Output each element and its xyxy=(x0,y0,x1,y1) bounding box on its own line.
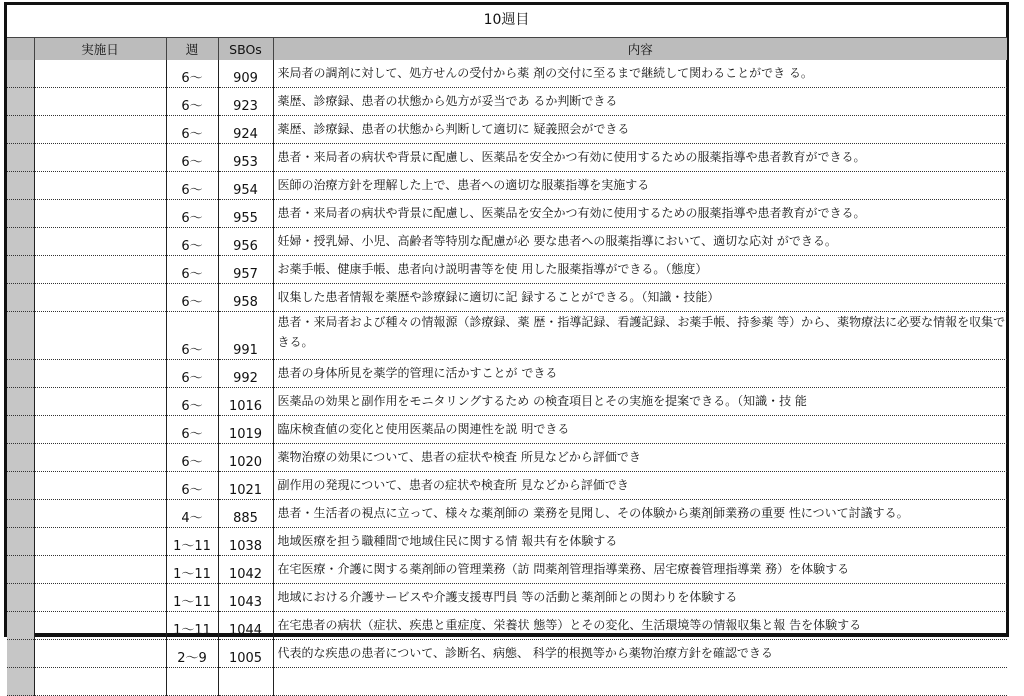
row-marker-cell[interactable] xyxy=(7,144,34,172)
sbo-cell: 885 xyxy=(218,500,273,528)
row-marker-cell[interactable] xyxy=(7,284,34,312)
date-cell[interactable] xyxy=(34,668,166,696)
content-cell: 医師の治療方針を理解した上で、患者への適切な服薬指導を実施する xyxy=(273,172,1007,200)
row-marker-cell[interactable] xyxy=(7,444,34,472)
date-cell[interactable] xyxy=(34,256,166,284)
week-cell: 1〜11 xyxy=(166,556,218,584)
date-cell[interactable] xyxy=(34,200,166,228)
table-row xyxy=(7,556,1007,584)
date-cell[interactable] xyxy=(34,284,166,312)
sbo-cell: 923 xyxy=(218,88,273,116)
table-row xyxy=(7,500,1007,528)
sbo-cell: 909 xyxy=(218,60,273,88)
content-cell xyxy=(273,668,1007,696)
date-cell[interactable] xyxy=(34,172,166,200)
sbo-cell: 1016 xyxy=(218,388,273,416)
content-cell: 妊婦・授乳婦、小児、高齢者等特別な配慮が必 要な患者への服薬指導において、適切な応対 ができる。 xyxy=(273,228,1007,256)
week-cell: 6〜 xyxy=(166,360,218,388)
week-cell: 6〜 xyxy=(166,228,218,256)
table-row xyxy=(7,228,1007,256)
date-cell[interactable] xyxy=(34,60,166,88)
week-cell: 6〜 xyxy=(166,60,218,88)
content-cell: 患者・来局者の病状や背景に配慮し、医薬品を安全かつ有効に使用するための服薬指導や患者教育ができる。 xyxy=(273,200,1007,228)
row-marker-cell[interactable] xyxy=(7,640,34,668)
table-row xyxy=(7,172,1007,200)
week-cell: 1〜11 xyxy=(166,584,218,612)
date-column-header: 実施日 xyxy=(34,38,166,61)
date-cell[interactable] xyxy=(34,228,166,256)
date-cell[interactable] xyxy=(34,388,166,416)
week-cell: 6〜 xyxy=(166,256,218,284)
week-cell: 6〜 xyxy=(166,116,218,144)
week-cell: 6〜 xyxy=(166,472,218,500)
week-cell: 6〜 xyxy=(166,144,218,172)
row-marker-cell[interactable] xyxy=(7,228,34,256)
table-row xyxy=(7,668,1007,696)
content-cell: 医薬品の効果と副作用をモニタリングするため の検査項目とその実施を提案できる。（知識・技 能 xyxy=(273,388,1007,416)
sbo-cell: 1005 xyxy=(218,640,273,668)
row-marker-cell[interactable] xyxy=(7,360,34,388)
row-marker-cell[interactable] xyxy=(7,612,34,640)
row-marker-cell[interactable] xyxy=(7,416,34,444)
week-cell: 6〜 xyxy=(166,284,218,312)
week-cell: 1〜11 xyxy=(166,528,218,556)
content-cell: 患者の身体所見を薬学的管理に活かすことが できる xyxy=(273,360,1007,388)
table-row xyxy=(7,612,1007,640)
schedule-sheet xyxy=(4,2,1009,666)
content-cell: 在宅医療・介護に関する薬剤師の管理業務（訪 問薬剤管理指導業務、居宅療養管理指導業 務）を体験する xyxy=(273,556,1007,584)
sbo-cell: 954 xyxy=(218,172,273,200)
sbo-cell: 956 xyxy=(218,228,273,256)
table-row xyxy=(7,256,1007,284)
row-marker-cell[interactable] xyxy=(7,256,34,284)
table-row xyxy=(7,472,1007,500)
sbo-cell: 924 xyxy=(218,116,273,144)
sbo-cell: 1019 xyxy=(218,416,273,444)
row-marker-cell[interactable] xyxy=(7,528,34,556)
content-cell: 患者・来局者の病状や背景に配慮し、医薬品を安全かつ有効に使用するための服薬指導や患者教育ができる。 xyxy=(273,144,1007,172)
sbo-cell: 1038 xyxy=(218,528,273,556)
sheet-title: 10週目 xyxy=(483,12,530,28)
date-cell[interactable] xyxy=(34,500,166,528)
row-marker-cell[interactable] xyxy=(7,500,34,528)
content-cell: 収集した患者情報を薬歴や診療録に適切に記 録することができる。（知識・技能） xyxy=(273,284,1007,312)
week-column-header: 週 xyxy=(166,38,218,61)
table-row xyxy=(7,640,1007,668)
sbo-cell: 1020 xyxy=(218,444,273,472)
row-marker-cell[interactable] xyxy=(7,584,34,612)
table-row xyxy=(7,416,1007,444)
sbo-cell: 1042 xyxy=(218,556,273,584)
content-column-header: 内容 xyxy=(273,38,1007,61)
row-marker-cell[interactable] xyxy=(7,200,34,228)
date-cell[interactable] xyxy=(34,416,166,444)
sbo-cell: 955 xyxy=(218,200,273,228)
sbo-cell: 1044 xyxy=(218,612,273,640)
date-cell[interactable] xyxy=(34,528,166,556)
week-cell: 1〜11 xyxy=(166,612,218,640)
sbo-cell xyxy=(218,668,273,696)
date-cell[interactable] xyxy=(34,444,166,472)
week-cell xyxy=(166,668,218,696)
content-cell: 代表的な疾患の患者について、診断名、病態、 科学的根拠等から薬物治療方針を確認できる xyxy=(273,640,1007,668)
row-marker-cell[interactable] xyxy=(7,556,34,584)
row-marker-cell[interactable] xyxy=(7,668,34,696)
sbos-column-header: SBOs xyxy=(218,38,273,61)
table-row xyxy=(7,388,1007,416)
week-cell: 4〜 xyxy=(166,500,218,528)
sbo-cell: 957 xyxy=(218,256,273,284)
content-cell: 患者・来局者および種々の情報源（診療録、薬 歴・指導記録、看護記録、お薬手帳、持参薬 等）から、薬物療法に必要な情報を収集できる。 xyxy=(273,312,1007,360)
week-cell: 6〜 xyxy=(166,444,218,472)
week-cell: 6〜 xyxy=(166,416,218,444)
content-cell: 薬歴、診療録、患者の状態から処方が妥当であ るか判断できる xyxy=(273,88,1007,116)
table-row xyxy=(7,200,1007,228)
table-row xyxy=(7,60,1007,88)
date-cell[interactable] xyxy=(34,472,166,500)
date-cell[interactable] xyxy=(34,88,166,116)
row-marker-cell[interactable] xyxy=(7,472,34,500)
date-cell[interactable] xyxy=(34,556,166,584)
date-cell[interactable] xyxy=(34,312,166,360)
content-cell: 薬物治療の効果について、患者の症状や検査 所見などから評価でき xyxy=(273,444,1007,472)
content-cell: お薬手帳、健康手帳、患者向け説明書等を使 用した服薬指導ができる。（態度） xyxy=(273,256,1007,284)
table-row xyxy=(7,144,1007,172)
table-row xyxy=(7,88,1007,116)
header-row xyxy=(7,38,1007,61)
sbo-cell: 958 xyxy=(218,284,273,312)
sbo-table xyxy=(7,37,1007,696)
date-cell[interactable] xyxy=(34,144,166,172)
content-cell: 薬歴、診療録、患者の状態から判断して適切に 疑義照会ができる xyxy=(273,116,1007,144)
date-cell[interactable] xyxy=(34,116,166,144)
content-cell: 来局者の調剤に対して、処方せんの受付から薬 剤の交付に至るまで継続して関わることができ る。 xyxy=(273,60,1007,88)
week-cell: 6〜 xyxy=(166,312,218,360)
week-cell: 2〜9 xyxy=(166,640,218,668)
week-cell: 6〜 xyxy=(166,88,218,116)
week-cell: 6〜 xyxy=(166,200,218,228)
row-marker-cell[interactable] xyxy=(7,88,34,116)
row-marker-cell[interactable] xyxy=(7,172,34,200)
row-marker-header xyxy=(7,38,34,61)
row-marker-cell[interactable] xyxy=(7,116,34,144)
date-cell[interactable] xyxy=(34,612,166,640)
sbo-cell: 991 xyxy=(218,312,273,360)
date-cell[interactable] xyxy=(34,584,166,612)
table-row xyxy=(7,284,1007,312)
sbo-cell: 992 xyxy=(218,360,273,388)
row-marker-cell[interactable] xyxy=(7,60,34,88)
date-cell[interactable] xyxy=(34,360,166,388)
sbo-cell: 1021 xyxy=(218,472,273,500)
week-cell: 6〜 xyxy=(166,388,218,416)
date-cell[interactable] xyxy=(34,640,166,668)
sbo-cell: 1043 xyxy=(218,584,273,612)
table-row xyxy=(7,444,1007,472)
sbo-cell: 953 xyxy=(218,144,273,172)
table-row xyxy=(7,528,1007,556)
row-marker-cell[interactable] xyxy=(7,388,34,416)
table-row xyxy=(7,584,1007,612)
content-cell: 地域における介護サービスや介護支援専門員 等の活動と薬剤師との関わりを体験する xyxy=(273,584,1007,612)
content-cell: 副作用の発現について、患者の症状や検査所 見などから評価でき xyxy=(273,472,1007,500)
content-cell: 臨床検査値の変化と使用医薬品の関連性を説 明できる xyxy=(273,416,1007,444)
table-row xyxy=(7,360,1007,388)
table-row xyxy=(7,312,1007,360)
week-cell: 6〜 xyxy=(166,172,218,200)
content-cell: 在宅患者の病状（症状、疾患と重症度、栄養状 態等）とその変化、生活環境等の情報収集と報 告を体験する xyxy=(273,612,1007,640)
content-cell: 地域医療を担う職種間で地域住民に関する情 報共有を体験する xyxy=(273,528,1007,556)
table-row xyxy=(7,116,1007,144)
row-marker-cell[interactable] xyxy=(7,312,34,360)
content-cell: 患者・生活者の視点に立って、様々な薬剤師の 業務を見聞し、その体験から薬剤師業務の重要 性について討議する。 xyxy=(273,500,1007,528)
